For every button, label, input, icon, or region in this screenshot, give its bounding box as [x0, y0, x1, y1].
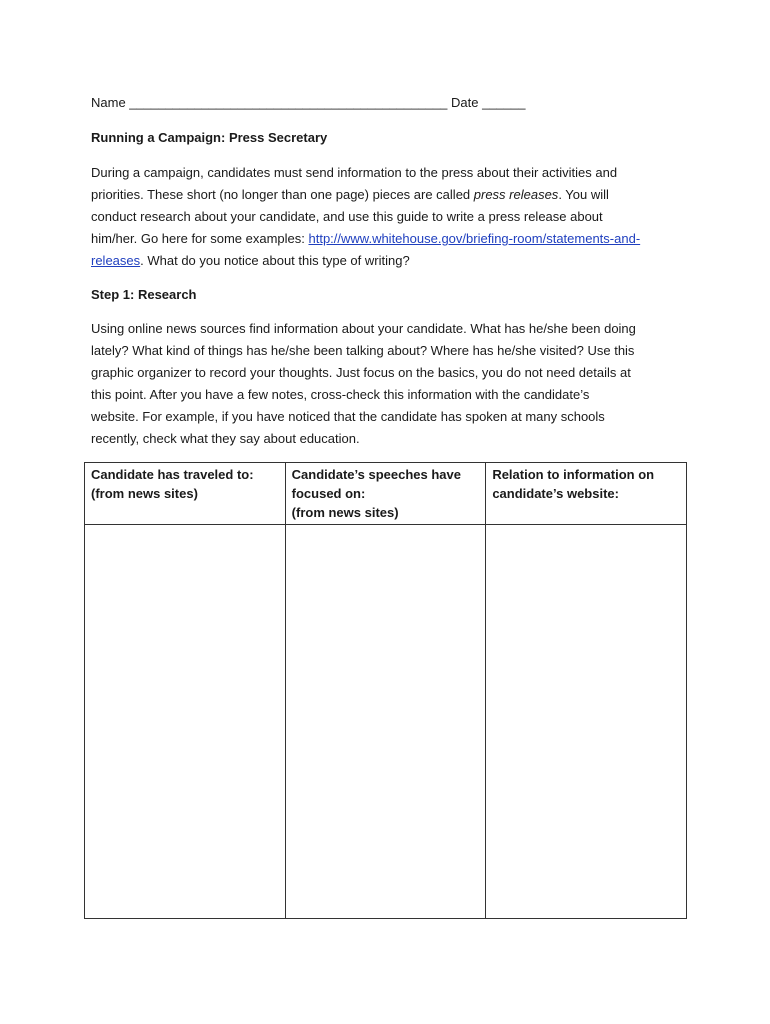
- header-speeches: [285, 463, 486, 525]
- step1-line: recently, check what they say about education.: [91, 431, 360, 446]
- intro-line: conduct research about your candidate, and use this guide to write a press release about: [91, 209, 603, 224]
- step1-paragraph: [91, 318, 691, 450]
- step1-line: this point. After you have a few notes, cross-check this information with the candidate’s: [91, 387, 590, 402]
- header-line: Relation to information on: [492, 467, 655, 482]
- press-releases-term: press releases: [473, 187, 559, 202]
- intro-text: him/her. Go here for some examples:: [91, 231, 309, 246]
- header-website: [486, 463, 687, 525]
- step1-heading: Step 1: Research: [91, 287, 197, 302]
- header-line: Candidate has traveled to:: [91, 467, 254, 482]
- name-date-line: Name ____________________________________________ Date ______: [91, 95, 526, 110]
- header-line: (from news sites): [291, 505, 399, 520]
- graphic-organizer-table: [84, 462, 687, 919]
- intro-text: . You will: [558, 187, 609, 202]
- header-line: (from news sites): [91, 486, 198, 501]
- header-line: candidate’s website:: [492, 486, 619, 501]
- entry-cell-traveled[interactable]: [85, 525, 286, 919]
- intro-line: During a campaign, candidates must send information to the press about their activities and: [91, 165, 618, 180]
- whitehouse-link-continued[interactable]: releases: [91, 253, 141, 268]
- page-title: Running a Campaign: Press Secretary: [91, 130, 328, 145]
- step1-line: Using online news sources find information about your candidate. What has he/she been doing: [91, 321, 636, 336]
- table-entry-row: [85, 525, 687, 919]
- intro-paragraph: [91, 162, 691, 272]
- header-line: Candidate’s speeches have: [291, 467, 461, 482]
- intro-text: priorities. These short (no longer than one page) pieces are called: [91, 187, 474, 202]
- table-header-row: [85, 463, 687, 525]
- header-traveled: [85, 463, 286, 525]
- intro-line: [91, 250, 691, 272]
- intro-line: [91, 184, 691, 206]
- header-line: focused on:: [291, 486, 366, 501]
- intro-line: [91, 228, 691, 250]
- step1-line: lately? What kind of things has he/she been talking about? Where has he/she visited? Use this: [91, 343, 635, 358]
- entry-cell-speeches[interactable]: [285, 525, 486, 919]
- intro-text: . What do you notice about this type of writing?: [140, 253, 410, 268]
- step1-line: graphic organizer to record your thoughts. Just focus on the basics, you do not need details at: [91, 365, 631, 380]
- step1-line: website. For example, if you have noticed that the candidate has spoken at many schools: [91, 409, 605, 424]
- whitehouse-link[interactable]: http://www.whitehouse.gov/briefing-room/statements-and-: [308, 231, 641, 246]
- entry-cell-website[interactable]: [486, 525, 687, 919]
